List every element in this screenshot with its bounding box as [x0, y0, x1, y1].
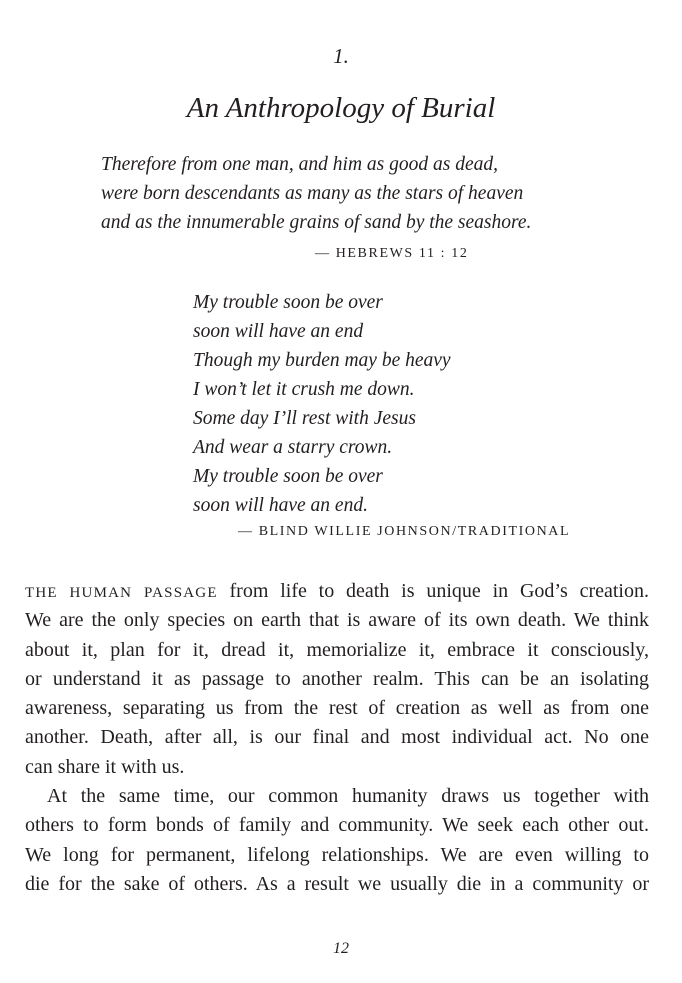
epigraph-attribution: — HEBREWS 11 : 12	[315, 246, 469, 261]
paragraph-line: can share it with us.	[25, 755, 185, 778]
epigraph-line: Though my burden may be heavy	[193, 350, 451, 371]
epigraph-line: My trouble soon be over	[193, 466, 383, 487]
epigraph-line: My trouble soon be over	[193, 292, 383, 313]
epigraph-line: I won’t let it crush me down.	[193, 379, 415, 400]
paragraph-line: or understand it as passage to another realm. This can be an isolating	[25, 667, 649, 690]
epigraph-hebrews	[101, 150, 571, 261]
paragraph-line	[25, 577, 649, 606]
paragraph-line: about it, plan for it, dread it, memorialize it, embrace it consciously,	[25, 638, 649, 661]
chapter-title: An Anthropology of Burial	[186, 92, 496, 124]
paragraph-line: another. Death, after all, is our final and most individual act. No one	[25, 726, 649, 749]
epigraph-line: were born descendants as many as the stars of heaven	[101, 183, 524, 204]
paragraph-line: awareness, separating us from the rest of creation as well as from one	[25, 697, 649, 720]
body-text	[25, 577, 649, 899]
epigraph-line: soon will have an end.	[193, 495, 368, 516]
paragraph-line: We long for permanent, lifelong relationships. We are even willing to	[25, 843, 649, 866]
epigraph-line: And wear a starry crown.	[193, 437, 393, 458]
paragraph-line: die for the sake of others. As a result we usually die in a community or	[25, 872, 649, 895]
epigraph-song	[193, 288, 633, 539]
paragraph-line: At the same time, our common humanity draws us together with	[47, 785, 649, 808]
epigraph-line: soon will have an end	[193, 321, 364, 342]
epigraph-attribution: — BLIND WILLIE JOHNSON/TRADITIONAL	[238, 524, 571, 539]
lead-in-smallcaps: THE HUMAN PASSAGE	[25, 585, 218, 601]
chapter-number: 1.	[333, 44, 349, 68]
epigraph-line: Some day I’ll rest with Jesus	[193, 408, 416, 429]
paragraph-line-text: from life to death is unique in God’s creation.	[217, 580, 649, 602]
paragraph-line: We are the only species on earth that is aware of its own death. We think	[25, 609, 649, 632]
page-number: 12	[333, 940, 349, 957]
epigraph-line: Therefore from one man, and him as good as dead,	[101, 154, 499, 175]
epigraph-line: and as the innumerable grains of sand by the seashore.	[101, 212, 532, 233]
paragraph-line: others to form bonds of family and community. We seek each other out.	[25, 814, 649, 837]
